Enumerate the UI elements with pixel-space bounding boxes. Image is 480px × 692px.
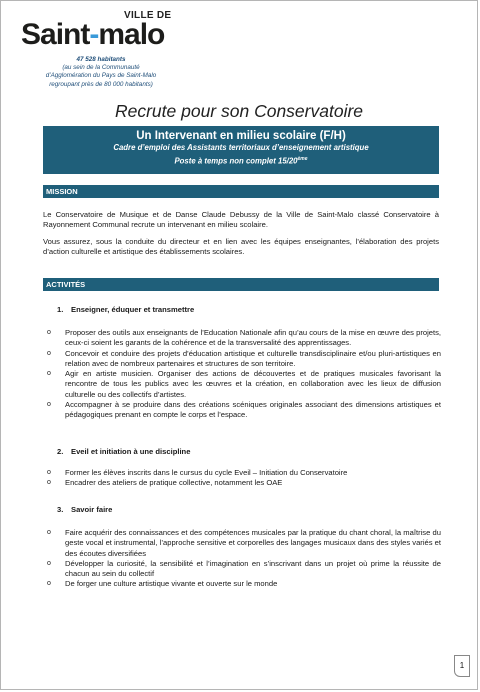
section-3-number: 3. xyxy=(57,505,64,514)
logo-ville-text: VILLE DE xyxy=(124,10,172,21)
mission-paragraph-2: Vous assurez, sous la conduite du directeur et en lien avec les équipes enseignantes, l’élaboration des projets d’action culturelle et artistique des établissements scolaires. xyxy=(43,237,439,257)
bullet-icon: o xyxy=(47,349,51,357)
job-title-box xyxy=(43,126,439,174)
bullet-icon: o xyxy=(47,559,51,567)
bullet-icon: o xyxy=(47,469,51,476)
page-number: 1 xyxy=(454,655,470,677)
logo-name-part2: malo xyxy=(98,18,165,51)
section-2-list xyxy=(45,468,441,489)
page-title: Recrute pour son Conservatoire xyxy=(114,101,364,121)
list-item: o Accompagner à se produire dans des créations scéniques originales associant des dimensions artistiques et pédagogiques prenant en compte le corps et l’espace. xyxy=(47,400,441,420)
job-time-sup: ème xyxy=(297,155,308,162)
job-title: Un Intervenant en milieu scolaire (F/H) xyxy=(136,130,346,142)
section-3-list xyxy=(45,528,441,590)
section-2-heading xyxy=(57,447,190,456)
bullet-icon: o xyxy=(47,580,51,588)
bullet-icon: o xyxy=(47,401,51,409)
population-note-3: regroupant près de 80 000 habitants) xyxy=(49,80,153,88)
population-note-2: d’Agglomération du Pays de Saint-Malo xyxy=(45,72,157,80)
job-time xyxy=(43,154,439,167)
list-item: o Concevoir et conduire des projets d’éducation artistique et culturelle transdisciplinaire et/ou pluri-artistiques en relation avec de nombreux partenaires et structures de son territoire. xyxy=(47,348,441,368)
logo-city-name xyxy=(21,18,164,52)
job-grade: Cadre d’emploi des Assistants territoriaux d’enseignement artistique xyxy=(113,143,369,152)
section-2-number: 2. xyxy=(57,447,64,456)
list-item: o Encadrer des ateliers de pratique collective, notamment les OAE xyxy=(47,478,283,488)
section-3-title: Savoir faire xyxy=(71,505,113,514)
list-item: o Faire acquérir des connaissances et des compétences musicales par la pratique du chant choral, la maîtrise du geste vocal et instrumental, l’approche sensitive et corporelles des langages musicaux dans des styles variés et des écoutes diversifiées xyxy=(47,528,441,558)
mission-heading: MISSION xyxy=(43,185,439,198)
list-item: o Agir en artiste musicien. Organiser des actions de découvertes et de pratiques musicales favorisant la rencontre de tous les publics avec les œuvres et la création, en collaboration avec les lieux de diffusion culturelle ou des collectifs d’artistes. xyxy=(47,369,441,399)
section-1-heading xyxy=(57,305,194,314)
mission-paragraph-1: Le Conservatoire de Musique et de Danse Claude Debussy de la Ville de Saint-Malo classé Conservatoire à Rayonnement Communal recrute un intervenant en milieu scolaire. xyxy=(43,210,439,230)
section-3-heading xyxy=(57,505,112,514)
bullet-icon: o xyxy=(47,329,51,336)
logo-dash: - xyxy=(89,18,99,51)
list-item: o De forger une culture artistique vivante et ouverte sur le monde xyxy=(47,579,278,589)
section-1-number: 1. xyxy=(57,305,64,314)
section-1-list xyxy=(45,328,441,421)
population-count: 47 528 habitants xyxy=(76,56,126,63)
bullet-icon: o xyxy=(47,529,51,536)
section-2-title: Eveil et initiation à une discipline xyxy=(71,447,191,456)
logo-name-part1: Saint xyxy=(21,18,90,51)
bullet-icon: o xyxy=(47,479,51,487)
population-info xyxy=(21,56,181,89)
job-time-text: Poste à temps non complet 15/20 xyxy=(174,156,298,166)
list-item: o Former les élèves inscrits dans le cursus du cycle Eveil – Initiation du Conservatoire xyxy=(47,468,348,477)
activites-heading: ACTIVITÉS xyxy=(43,278,439,291)
list-item: o Développer la curiosité, la sensibilité et l’imagination en s’inscrivant dans un projet où prime la réussite de chacun au sein du collectif xyxy=(47,558,441,579)
list-item: o Proposer des outils aux enseignants de l’Education Nationale afin qu’au cours de la mise en œuvre des projets, ceux-ci soient les garants de la cohérence et de la transversalité des apprentissages. xyxy=(47,328,441,348)
population-note-1: (au sein de la Communauté xyxy=(62,64,140,72)
section-1-title: Enseigner, éduquer et transmettre xyxy=(71,305,195,314)
bullet-icon: o xyxy=(47,370,51,378)
